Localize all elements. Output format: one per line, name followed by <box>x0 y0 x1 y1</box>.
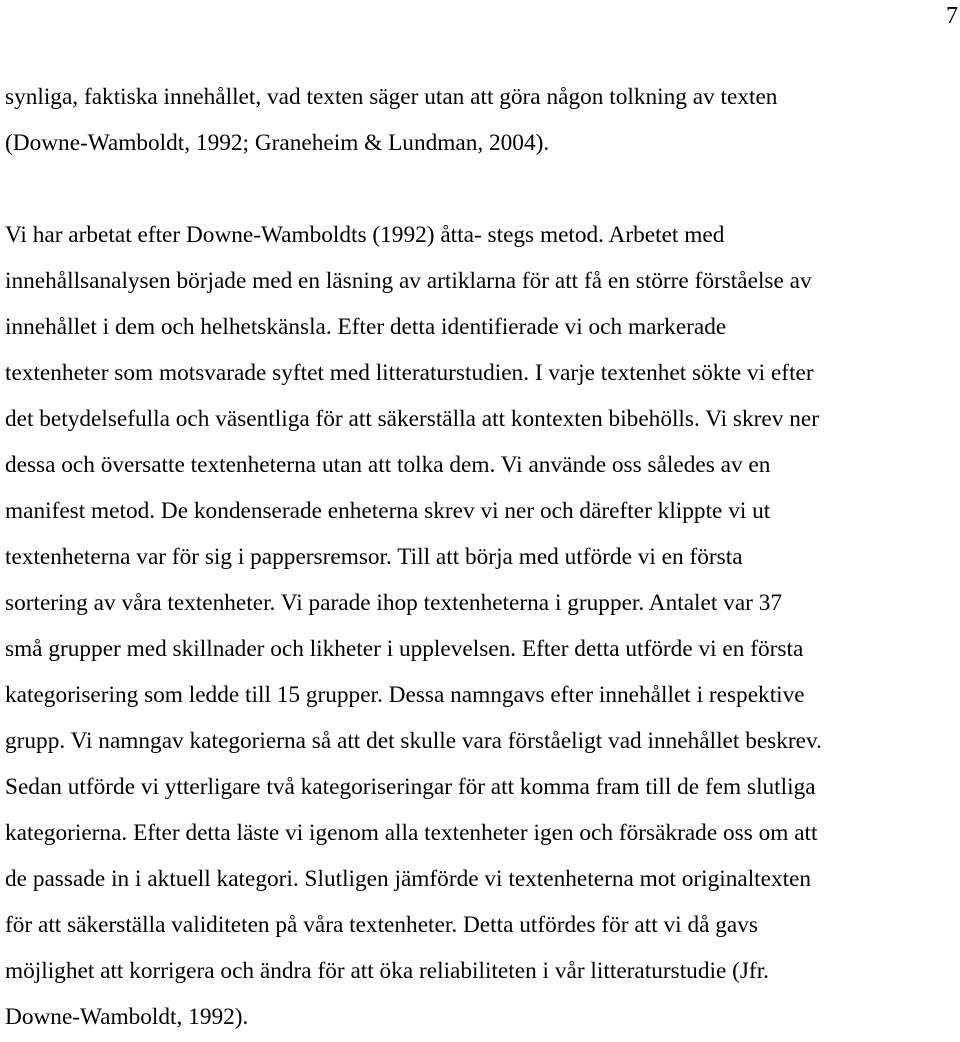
text-line: kategorierna. Efter detta läste vi igenom alla textenheter igen och försäkrade oss om att <box>5 820 818 846</box>
text-line: för att säkerställa validiteten på våra textenheter. Detta utfördes för att vi då gavs <box>5 912 758 938</box>
page-number: 7 <box>946 3 958 29</box>
text-line: (Downe-Wamboldt, 1992; Graneheim & Lundman, 2004). <box>5 130 550 156</box>
text-line: textenheter som motsvarade syftet med litteraturstudien. I varje textenhet sökte vi efter <box>5 360 814 386</box>
text-line: små grupper med skillnader och likheter i upplevelsen. Efter detta utförde vi en första <box>5 636 804 662</box>
text-line: textenheterna var för sig i pappersremsor. Till att börja med utförde vi en första <box>5 544 743 570</box>
text-line: sortering av våra textenheter. Vi parade ihop textenheterna i grupper. Antalet var 37 <box>5 590 783 616</box>
text-line: innehållsanalysen började med en läsning av artiklarna för att få en större förståelse av <box>5 268 812 294</box>
text-line: de passade in i aktuell kategori. Slutligen jämförde vi textenheterna mot originaltexten <box>5 866 812 892</box>
text-line: möjlighet att korrigera och ändra för att öka reliabiliteten i vår litteraturstudie (Jfr. <box>5 958 769 984</box>
text-line: synliga, faktiska innehållet, vad texten säger utan att göra någon tolkning av texten <box>5 84 778 110</box>
text-line: det betydelsefulla och väsentliga för att säkerställa att kontexten bibehölls. Vi skrev ner <box>5 406 819 432</box>
text-line: Downe-Wamboldt, 1992). <box>5 1004 249 1030</box>
text-line: manifest metod. De kondenserade enheterna skrev vi ner och därefter klippte vi ut <box>5 498 771 524</box>
text-line: innehållet i dem och helhetskänsla. Efter detta identifierade vi och markerade <box>5 314 727 340</box>
text-line: Sedan utförde vi ytterligare två kategoriseringar för att komma fram till de fem slutliga <box>5 774 816 800</box>
text-line: Vi har arbetat efter Downe-Wamboldts (1992) åtta- stegs metod. Arbetet med <box>5 222 725 248</box>
text-line: grupp. Vi namngav kategorierna så att det skulle vara förståeligt vad innehållet beskrev. <box>5 728 822 754</box>
text-line: dessa och översatte textenheterna utan att tolka dem. Vi använde oss således av en <box>5 452 771 478</box>
text-line: kategorisering som ledde till 15 grupper. Dessa namngavs efter innehållet i respektive <box>5 682 805 708</box>
